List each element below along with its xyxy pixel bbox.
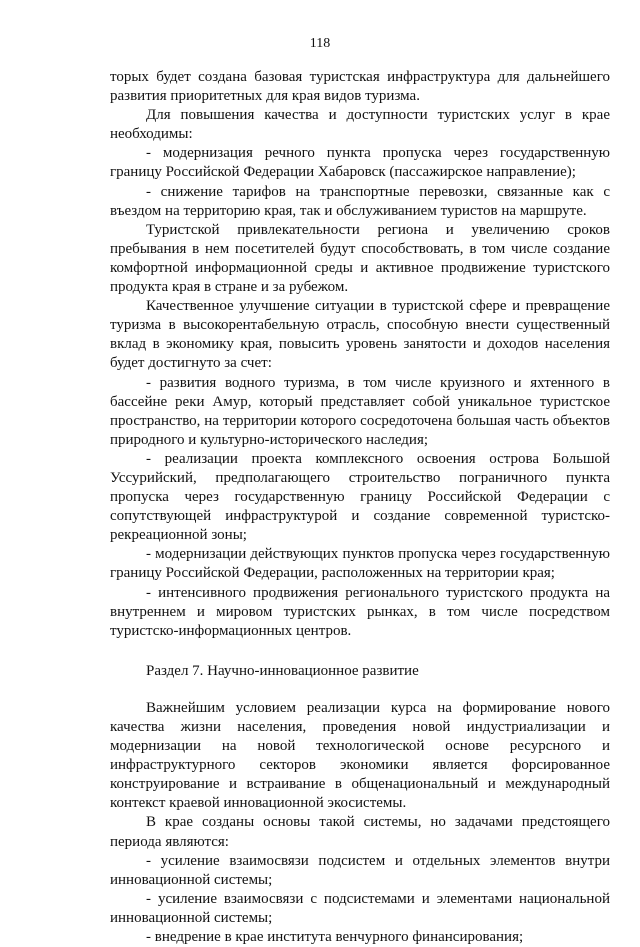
paragraph: В крае созданы основы такой системы, но задачами предстоящего периода являются: bbox=[110, 814, 610, 850]
list-item: - усиление взаимосвязи подсистем и отдельных элементов внутри инновационной системы; bbox=[110, 852, 610, 888]
paragraph-continuation: торых будет создана базовая туристская инфраструктура для дальнейшего развития приоритетных для края видов туризма. bbox=[110, 69, 610, 105]
paragraph: Для повышения качества и доступности туристских услуг в крае необходимы: bbox=[110, 107, 610, 143]
list-item: - реализации проекта комплексного освоения острова Большой Уссурийский, предполагающего строительство пограничного пункта пропуска через государственную границу Российской Федерации с сопутствующей инфраструктурой и создание современной туристско-рекреационной зоны; bbox=[110, 450, 610, 544]
section-heading: Раздел 7. Научно-инновационное развитие bbox=[146, 662, 419, 679]
paragraph: Важнейшим условием реализации курса на формирование нового качества жизни населения, проведения новой индустриализации и модернизации на новой технологической основе ресурсного и инфраструктурного секторов экономики является форсированное конструирование и встраивание в общенациональный и международный контекст краевой инновационной экосистемы. bbox=[110, 699, 610, 812]
list-item: - снижение тарифов на транспортные перевозки, связанные как с въездом на территорию края, так и обслуживанием туристов на маршруте. bbox=[110, 183, 610, 219]
paragraph: Туристской привлекательности региона и увеличению сроков пребывания в нем посетителей будут способствовать, в том числе создание комфортной информационной среды и активное продвижение туристского продукта края в стране и за рубежом. bbox=[110, 221, 610, 296]
list-item: - модернизация речного пункта пропуска через государственную границу Российской Федерации Хабаровск (пассажирское направление); bbox=[110, 145, 610, 181]
list-item: - модернизации действующих пунктов пропуска через государственную границу Российской Федерации, расположенных на территории края; bbox=[110, 546, 610, 582]
list-item: - внедрение в крае института венчурного финансирования; bbox=[146, 929, 524, 946]
body-text bbox=[110, 68, 610, 947]
list-item: - интенсивного продвижения регионального туристского продукта на внутреннем и мировом туристских рынках, в том числе посредством туристско-информационных центров. bbox=[110, 584, 610, 639]
page-number: 118 bbox=[309, 36, 331, 51]
paragraph: Качественное улучшение ситуации в туристской сфере и превращение туризма в высокорентабельную отрасль, способную внести существенный вклад в экономику края, повысить уровень занятости и доходов населения будет достигнуто за счет: bbox=[110, 298, 610, 372]
list-item: - усиление взаимосвязи с подсистемами и элементами национальной инновационной системы; bbox=[110, 890, 610, 926]
list-item: - развития водного туризма, в том числе круизного и яхтенного в бассейне реки Амур, который представляет собой уникальное туристское пространство, на территории которого сосредоточена большая часть объектов природного и культурно-исторического наследия; bbox=[110, 374, 610, 448]
